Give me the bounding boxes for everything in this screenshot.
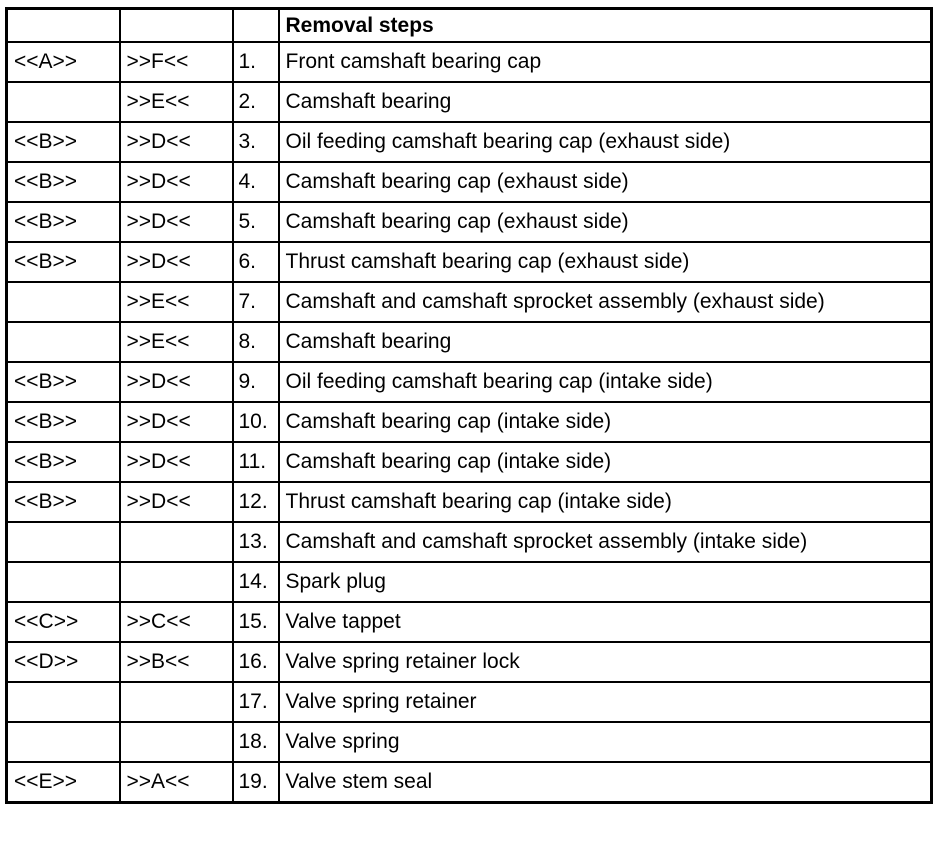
removal-ref-cell [120,722,233,762]
step-description-cell: Valve tappet [279,602,932,642]
removal-ref-cell: >>D<< [120,362,233,402]
table-row [7,402,932,442]
step-description-cell: Camshaft bearing cap (intake side) [279,442,932,482]
header-cell-installation-ref [7,9,120,43]
step-number-cell: 1. [233,42,279,82]
removal-ref-cell: >>D<< [120,202,233,242]
step-number-cell: 15. [233,602,279,642]
installation-ref-cell: <<B>> [7,202,120,242]
step-number-cell: 4. [233,162,279,202]
table-row [7,242,932,282]
installation-ref-cell [7,722,120,762]
installation-ref-cell [7,322,120,362]
step-description-cell: Camshaft and camshaft sprocket assembly (intake side) [279,522,932,562]
step-number-cell: 8. [233,322,279,362]
table-header-row [7,9,932,43]
removal-steps-sheet [5,7,933,804]
table-row [7,282,932,322]
installation-ref-cell: <<E>> [7,762,120,803]
removal-ref-cell: >>E<< [120,82,233,122]
installation-ref-cell [7,522,120,562]
removal-ref-cell: >>D<< [120,122,233,162]
table-row [7,442,932,482]
step-number-cell: 5. [233,202,279,242]
step-number-cell: 3. [233,122,279,162]
removal-ref-cell [120,682,233,722]
table-row [7,522,932,562]
installation-ref-cell: <<B>> [7,442,120,482]
installation-ref-cell [7,682,120,722]
removal-ref-cell: >>D<< [120,482,233,522]
table-row [7,122,932,162]
step-description-cell: Oil feeding camshaft bearing cap (intake side) [279,362,932,402]
table-row [7,162,932,202]
table-row [7,42,932,82]
header-removal-steps: Removal steps [279,9,932,43]
table-row [7,762,932,803]
installation-ref-cell: <<B>> [7,242,120,282]
installation-ref-cell: <<C>> [7,602,120,642]
removal-ref-cell: >>D<< [120,402,233,442]
table-row [7,322,932,362]
step-description-cell: Camshaft bearing cap (exhaust side) [279,162,932,202]
step-description-cell: Front camshaft bearing cap [279,42,932,82]
installation-ref-cell: <<B>> [7,362,120,402]
step-number-cell: 14. [233,562,279,602]
step-description-cell: Valve stem seal [279,762,932,803]
step-description-cell: Camshaft bearing [279,82,932,122]
step-number-cell: 7. [233,282,279,322]
table-row [7,362,932,402]
removal-ref-cell: >>D<< [120,242,233,282]
table-row [7,602,932,642]
installation-ref-cell: <<B>> [7,122,120,162]
installation-ref-cell [7,562,120,602]
step-description-cell: Valve spring retainer [279,682,932,722]
removal-ref-cell: >>D<< [120,162,233,202]
removal-ref-cell: >>E<< [120,282,233,322]
step-description-cell: Camshaft bearing [279,322,932,362]
installation-ref-cell: <<B>> [7,162,120,202]
installation-ref-cell: <<D>> [7,642,120,682]
step-description-cell: Oil feeding camshaft bearing cap (exhaust side) [279,122,932,162]
removal-ref-cell [120,562,233,602]
step-description-cell: Spark plug [279,562,932,602]
step-number-cell: 17. [233,682,279,722]
step-number-cell: 2. [233,82,279,122]
installation-ref-cell: <<A>> [7,42,120,82]
step-number-cell: 16. [233,642,279,682]
table-row [7,482,932,522]
step-description-cell: Camshaft bearing cap (intake side) [279,402,932,442]
header-cell-step-number [233,9,279,43]
step-number-cell: 13. [233,522,279,562]
table-row [7,82,932,122]
step-number-cell: 18. [233,722,279,762]
installation-ref-cell: <<B>> [7,402,120,442]
step-description-cell: Valve spring retainer lock [279,642,932,682]
table-row [7,202,932,242]
step-number-cell: 11. [233,442,279,482]
removal-ref-cell: >>A<< [120,762,233,803]
installation-ref-cell [7,282,120,322]
step-description-cell: Thrust camshaft bearing cap (intake side) [279,482,932,522]
table-row [7,562,932,602]
header-cell-removal-ref [120,9,233,43]
removal-ref-cell: >>F<< [120,42,233,82]
step-number-cell: 9. [233,362,279,402]
step-description-cell: Camshaft bearing cap (exhaust side) [279,202,932,242]
installation-ref-cell [7,82,120,122]
step-number-cell: 12. [233,482,279,522]
table-row [7,682,932,722]
step-description-cell: Thrust camshaft bearing cap (exhaust side) [279,242,932,282]
step-number-cell: 19. [233,762,279,803]
removal-ref-cell: >>C<< [120,602,233,642]
table-row [7,722,932,762]
removal-ref-cell: >>E<< [120,322,233,362]
removal-ref-cell: >>D<< [120,442,233,482]
removal-ref-cell [120,522,233,562]
step-description-cell: Camshaft and camshaft sprocket assembly (exhaust side) [279,282,932,322]
table-body [7,42,932,803]
installation-ref-cell: <<B>> [7,482,120,522]
step-description-cell: Valve spring [279,722,932,762]
removal-steps-table [5,7,933,804]
step-number-cell: 10. [233,402,279,442]
table-row [7,642,932,682]
step-number-cell: 6. [233,242,279,282]
removal-ref-cell: >>B<< [120,642,233,682]
